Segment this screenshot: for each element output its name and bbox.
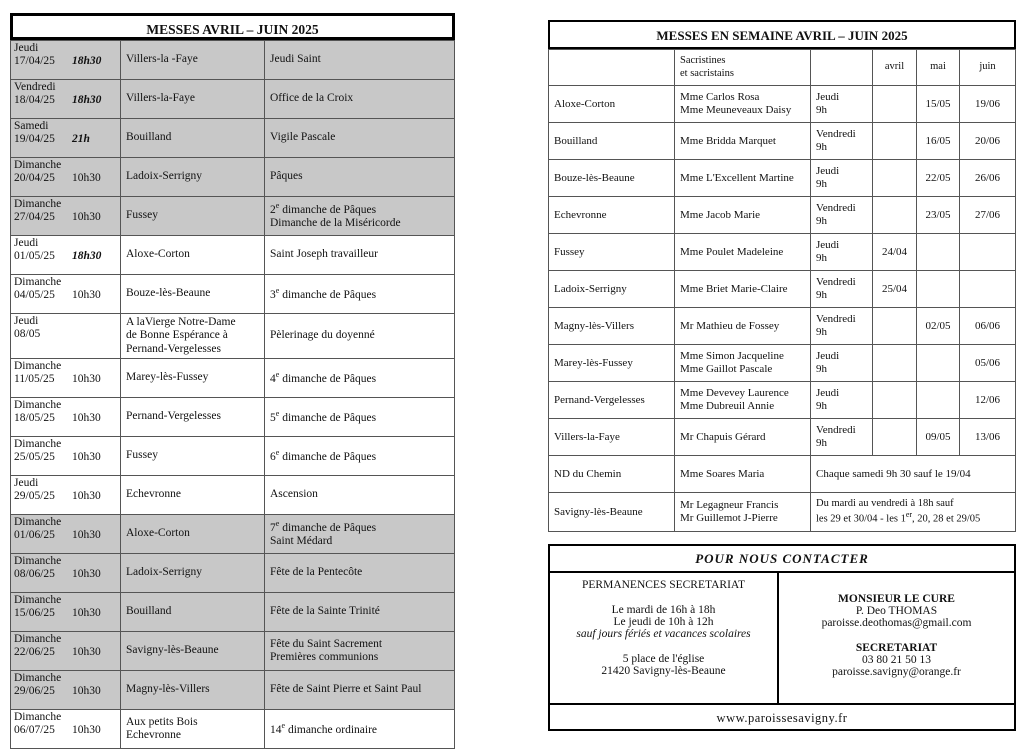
mass-day: Dimanche — [14, 672, 62, 684]
weekday-day: Jeudi 9h — [811, 234, 873, 271]
mass-occasion: Office de la Croix — [265, 80, 455, 119]
mass-date: 06/07/25 — [14, 724, 55, 737]
weekday-mai: 02/05 — [917, 308, 960, 345]
mass-row — [11, 437, 455, 476]
mass-date-cell — [11, 119, 121, 158]
weekday-row — [549, 197, 1016, 234]
weekday-people: Mme L'Excellent Martine — [675, 160, 811, 197]
mass-occasion: 7e dimanche de Pâques Saint Médard — [265, 515, 455, 554]
mass-occasion: 14e dimanche ordinaire — [265, 710, 455, 749]
mass-row — [11, 632, 455, 671]
mass-row — [11, 314, 455, 359]
mass-date-line — [14, 55, 117, 68]
mass-date-cell — [11, 515, 121, 554]
weekday-avril — [873, 197, 917, 234]
mass-place: Echevronne — [121, 476, 265, 515]
mass-occasion: Ascension — [265, 476, 455, 515]
cure-title: MONSIEUR LE CURE — [838, 593, 955, 605]
mass-day: Jeudi — [14, 42, 39, 54]
mass-day: Dimanche — [14, 438, 62, 450]
mass-date-line — [14, 685, 117, 698]
mass-date-line — [14, 289, 117, 302]
mass-occasion: 6e dimanche de Pâques — [265, 437, 455, 476]
weekday-place: Pernand-Vergelesses — [549, 382, 675, 419]
mass-day: Dimanche — [14, 159, 62, 171]
mass-date-cell — [11, 314, 121, 359]
mass-occasion: 5e dimanche de Pâques — [265, 398, 455, 437]
mass-date-line — [14, 250, 117, 263]
contact-box — [548, 544, 1016, 731]
mass-time: 21h — [72, 133, 90, 146]
mass-date-line — [14, 412, 117, 425]
mass-place: Villers-la -Faye — [121, 41, 265, 80]
weekday-juin: 26/06 — [960, 160, 1016, 197]
weekday-masses-table — [548, 49, 1016, 532]
weekday-day: Vendredi 9h — [811, 123, 873, 160]
perm-line-2: Le jeudi de 10h à 12h — [613, 616, 714, 628]
weekday-people: Mme Jacob Marie — [675, 197, 811, 234]
weekday-row — [549, 271, 1016, 308]
cure-name: P. Deo THOMAS — [855, 605, 938, 617]
weekday-row — [549, 382, 1016, 419]
weekday-mai: 09/05 — [917, 419, 960, 456]
weekday-day: Vendredi 9h — [811, 419, 873, 456]
mass-time: 10h30 — [72, 172, 101, 185]
weekday-place: Bouilland — [549, 123, 675, 160]
address-line-1: 5 place de l'église — [622, 653, 705, 665]
mass-row — [11, 515, 455, 554]
secretariat-title: SECRETARIAT — [855, 642, 938, 654]
perm-title: PERMANENCES SECRETARIAT — [582, 579, 745, 591]
mass-day: Dimanche — [14, 276, 62, 288]
mass-date: 27/04/25 — [14, 211, 55, 224]
mass-day: Dimanche — [14, 711, 62, 723]
mass-day: Dimanche — [14, 594, 62, 606]
mass-row — [11, 593, 455, 632]
mass-time: 10h30 — [72, 529, 101, 542]
mass-date-line — [14, 724, 117, 737]
mass-date: 25/05/25 — [14, 451, 55, 464]
mass-day: Jeudi — [14, 477, 39, 489]
website-link[interactable]: www.paroissesavigny.fr — [716, 711, 848, 725]
mass-day: Dimanche — [14, 360, 62, 372]
weekday-day: Vendredi 9h — [811, 197, 873, 234]
mass-time: 10h30 — [72, 412, 101, 425]
weekday-avril — [873, 160, 917, 197]
header-sacristains: Sacristines et sacristains — [675, 50, 811, 86]
mass-place: Ladoix-Serrigny — [121, 554, 265, 593]
weekday-place: ND du Chemin — [549, 456, 675, 493]
contact-title: POUR NOUS CONTACTER — [550, 546, 1014, 573]
mass-place: Fussey — [121, 197, 265, 236]
mass-date-line — [14, 568, 117, 581]
mass-date-cell — [11, 554, 121, 593]
weekday-place: Marey-lès-Fussey — [549, 345, 675, 382]
mass-time: 10h30 — [72, 724, 101, 737]
mass-row — [11, 476, 455, 515]
mass-place: Ladoix-Serrigny — [121, 158, 265, 197]
mass-date: 18/04/25 — [14, 94, 55, 107]
mass-occasion: 3e dimanche de Pâques — [265, 275, 455, 314]
weekday-avril — [873, 382, 917, 419]
weekday-mai: 15/05 — [917, 86, 960, 123]
mass-time: 18h30 — [72, 94, 102, 107]
mass-date-line — [14, 373, 117, 386]
mass-time: 18h30 — [72, 55, 102, 68]
weekday-people: Mme Soares Maria — [675, 456, 811, 493]
weekday-people: Mme Bridda Marquet — [675, 123, 811, 160]
mass-date: 22/06/25 — [14, 646, 55, 659]
mass-time: 10h30 — [72, 490, 101, 503]
secretariat-phone: 03 80 21 50 13 — [862, 654, 931, 666]
mass-date-line — [14, 94, 117, 107]
mass-row — [11, 80, 455, 119]
mass-row — [11, 236, 455, 275]
mass-date-line — [14, 451, 117, 464]
mass-day: Jeudi — [14, 315, 39, 327]
mass-time: 10h30 — [72, 646, 101, 659]
mass-row — [11, 158, 455, 197]
mass-date-cell — [11, 437, 121, 476]
mass-day: Dimanche — [14, 399, 62, 411]
weekday-avril — [873, 308, 917, 345]
mass-place: Aux petits Bois Echevronne — [121, 710, 265, 749]
contact-people — [779, 573, 1014, 703]
mass-date: 11/05/25 — [14, 373, 55, 386]
mass-time: 10h30 — [72, 289, 101, 302]
weekday-juin — [960, 234, 1016, 271]
weekday-place: Ladoix-Serrigny — [549, 271, 675, 308]
mass-date-line — [14, 133, 117, 146]
weekday-juin: 06/06 — [960, 308, 1016, 345]
mass-time: 10h30 — [72, 685, 101, 698]
weekday-avril — [873, 419, 917, 456]
weekday-day: Jeudi 9h — [811, 86, 873, 123]
mass-day: Jeudi — [14, 237, 39, 249]
weekday-people: Mme Poulet Madeleine — [675, 234, 811, 271]
weekday-day: Vendredi 9h — [811, 308, 873, 345]
mass-row — [11, 671, 455, 710]
cure-email[interactable]: paroisse.deothomas@gmail.com — [821, 617, 972, 629]
weekday-mai — [917, 382, 960, 419]
weekday-place: Bouze-lès-Beaune — [549, 160, 675, 197]
weekend-masses-panel — [10, 13, 455, 749]
weekday-people: Mr Chapuis Gérard — [675, 419, 811, 456]
mass-date: 01/06/25 — [14, 529, 55, 542]
weekday-mai: 16/05 — [917, 123, 960, 160]
mass-date: 01/05/25 — [14, 250, 55, 263]
mass-date-line — [14, 211, 117, 224]
mass-date: 20/04/25 — [14, 172, 55, 185]
weekday-avril — [873, 123, 917, 160]
weekday-juin: 27/06 — [960, 197, 1016, 234]
mass-occasion: Fête de la Pentecôte — [265, 554, 455, 593]
mass-occasion: Fête de la Sainte Trinité — [265, 593, 455, 632]
mass-date: 04/05/25 — [14, 289, 55, 302]
mass-occasion: Pèlerinage du doyenné — [265, 314, 455, 359]
mass-date-cell — [11, 398, 121, 437]
weekday-masses-title: MESSES EN SEMAINE AVRIL – JUIN 2025 — [548, 20, 1016, 49]
weekday-place: Aloxe-Corton — [549, 86, 675, 123]
mass-place: Pernand-Vergelesses — [121, 398, 265, 437]
table-header-row — [549, 50, 1016, 86]
weekday-row-savigny — [549, 493, 1016, 532]
weekday-place: Savigny-lès-Beaune — [549, 493, 675, 532]
weekday-people: Mme Devevey Laurence Mme Dubreuil Annie — [675, 382, 811, 419]
weekday-people: Mr Mathieu de Fossey — [675, 308, 811, 345]
mass-date: 18/05/25 — [14, 412, 55, 425]
mass-date: 08/06/25 — [14, 568, 55, 581]
mass-row — [11, 554, 455, 593]
weekday-day: Vendredi 9h — [811, 271, 873, 308]
address-line-2: 21420 Savigny-lès-Beaune — [601, 665, 726, 677]
mass-date: 29/06/25 — [14, 685, 55, 698]
weekday-day: Jeudi 9h — [811, 160, 873, 197]
weekday-row — [549, 308, 1016, 345]
weekday-row — [549, 86, 1016, 123]
weekday-row — [549, 160, 1016, 197]
weekday-people: Mr Legagneur Francis Mr Guillemot J-Pierre — [675, 493, 811, 532]
weekday-avril — [873, 86, 917, 123]
mass-place: Villers-la-Faye — [121, 80, 265, 119]
mass-date-cell — [11, 476, 121, 515]
weekday-row-nd — [549, 456, 1016, 493]
mass-occasion: Fête du Saint Sacrement Premières communions — [265, 632, 455, 671]
mass-day: Dimanche — [14, 516, 62, 528]
mass-date-cell — [11, 80, 121, 119]
mass-place: Marey-lès-Fussey — [121, 359, 265, 398]
mass-date-cell — [11, 710, 121, 749]
mass-date-line — [14, 529, 117, 542]
weekday-juin: 12/06 — [960, 382, 1016, 419]
mass-place: Fussey — [121, 437, 265, 476]
mass-occasion: Saint Joseph travailleur — [265, 236, 455, 275]
weekday-row — [549, 234, 1016, 271]
mass-place: Aloxe-Corton — [121, 236, 265, 275]
mass-place: Aloxe-Corton — [121, 515, 265, 554]
mass-row — [11, 398, 455, 437]
mass-date-cell — [11, 158, 121, 197]
weekend-masses-table — [10, 40, 455, 749]
mass-day: Dimanche — [14, 555, 62, 567]
weekday-place: Fussey — [549, 234, 675, 271]
mass-date-line — [14, 490, 117, 503]
weekday-day: Jeudi 9h — [811, 382, 873, 419]
header-juin: juin — [960, 50, 1016, 86]
weekday-mai — [917, 271, 960, 308]
weekday-place: Echevronne — [549, 197, 675, 234]
mass-time: 18h30 — [72, 250, 102, 263]
mass-time: 10h30 — [72, 373, 101, 386]
perm-line-1: Le mardi de 16h à 18h — [611, 604, 716, 616]
mass-row — [11, 275, 455, 314]
header-avril: avril — [873, 50, 917, 86]
mass-date-line — [14, 328, 117, 341]
mass-place: Savigny-lès-Beaune — [121, 632, 265, 671]
mass-date-cell — [11, 275, 121, 314]
weekday-people: Mme Briet Marie-Claire — [675, 271, 811, 308]
mass-time: 10h30 — [72, 607, 101, 620]
weekday-people: Mme Carlos Rosa Mme Meuneveaux Daisy — [675, 86, 811, 123]
mass-occasion: Pâques — [265, 158, 455, 197]
secretariat-email[interactable]: paroisse.savigny@orange.fr — [832, 666, 961, 678]
mass-row — [11, 119, 455, 158]
mass-date: 19/04/25 — [14, 133, 55, 146]
perm-line-3: sauf jours fériés et vacances scolaires — [576, 628, 751, 640]
header-mai: mai — [917, 50, 960, 86]
mass-occasion: Fête de Saint Pierre et Saint Paul — [265, 671, 455, 710]
mass-place: Bouilland — [121, 593, 265, 632]
weekday-mai: 23/05 — [917, 197, 960, 234]
mass-date-cell — [11, 632, 121, 671]
secretariat-hours — [550, 573, 779, 703]
weekday-mai: 22/05 — [917, 160, 960, 197]
weekday-note: Chaque samedi 9h 30 sauf le 19/04 — [811, 456, 1016, 493]
mass-occasion: Vigile Pascale — [265, 119, 455, 158]
mass-date-cell — [11, 671, 121, 710]
mass-day: Dimanche — [14, 198, 62, 210]
weekday-mai — [917, 234, 960, 271]
mass-day: Samedi — [14, 120, 49, 132]
mass-date-cell — [11, 41, 121, 80]
mass-date-cell — [11, 593, 121, 632]
weekend-masses-title: MESSES AVRIL – JUIN 2025 — [10, 13, 455, 40]
mass-occasion: Jeudi Saint — [265, 41, 455, 80]
weekday-note — [811, 493, 1016, 532]
mass-row — [11, 41, 455, 80]
weekday-juin: 20/06 — [960, 123, 1016, 160]
mass-occasion: 2e dimanche de Pâques Dimanche de la Miséricorde — [265, 197, 455, 236]
mass-date: 08/05 — [14, 328, 41, 341]
mass-place: A laVierge Notre-Dame de Bonne Espérance à Pernand-Vergelesses — [121, 314, 265, 359]
mass-place: Bouze-lès-Beaune — [121, 275, 265, 314]
mass-date-cell — [11, 236, 121, 275]
mass-date: 17/04/25 — [14, 55, 55, 68]
weekday-day: Jeudi 9h — [811, 345, 873, 382]
mass-row — [11, 359, 455, 398]
note-line-1: Du mardi au vendredi à 18h sauf — [816, 498, 954, 510]
mass-day: Dimanche — [14, 633, 62, 645]
weekday-juin: 19/06 — [960, 86, 1016, 123]
mass-date-line — [14, 646, 117, 659]
weekday-juin: 13/06 — [960, 419, 1016, 456]
mass-row — [11, 197, 455, 236]
mass-date: 15/06/25 — [14, 607, 55, 620]
weekday-row — [549, 419, 1016, 456]
mass-date-line — [14, 172, 117, 185]
weekday-place: Villers-la-Faye — [549, 419, 675, 456]
weekday-avril — [873, 345, 917, 382]
weekday-row — [549, 345, 1016, 382]
mass-time: 10h30 — [72, 451, 101, 464]
mass-date-cell — [11, 359, 121, 398]
weekday-place: Magny-lès-Villers — [549, 308, 675, 345]
mass-row — [11, 710, 455, 749]
weekday-avril: 24/04 — [873, 234, 917, 271]
mass-date-line — [14, 607, 117, 620]
mass-date: 29/05/25 — [14, 490, 55, 503]
mass-place: Magny-lès-Villers — [121, 671, 265, 710]
weekday-mai — [917, 345, 960, 382]
mass-time: 10h30 — [72, 568, 101, 581]
weekday-juin: 05/06 — [960, 345, 1016, 382]
mass-time: 10h30 — [72, 211, 101, 224]
weekday-juin — [960, 271, 1016, 308]
mass-date-cell — [11, 197, 121, 236]
mass-occasion: 4e dimanche de Pâques — [265, 359, 455, 398]
mass-day: Vendredi — [14, 81, 56, 93]
note-line-2: les 29 et 30/04 - les 1er, 20, 28 et 29/05 — [816, 510, 981, 525]
weekday-masses-panel — [548, 20, 1016, 532]
weekday-row — [549, 123, 1016, 160]
mass-place: Bouilland — [121, 119, 265, 158]
weekday-people: Mme Simon Jacqueline Mme Gaillot Pascale — [675, 345, 811, 382]
weekday-avril: 25/04 — [873, 271, 917, 308]
